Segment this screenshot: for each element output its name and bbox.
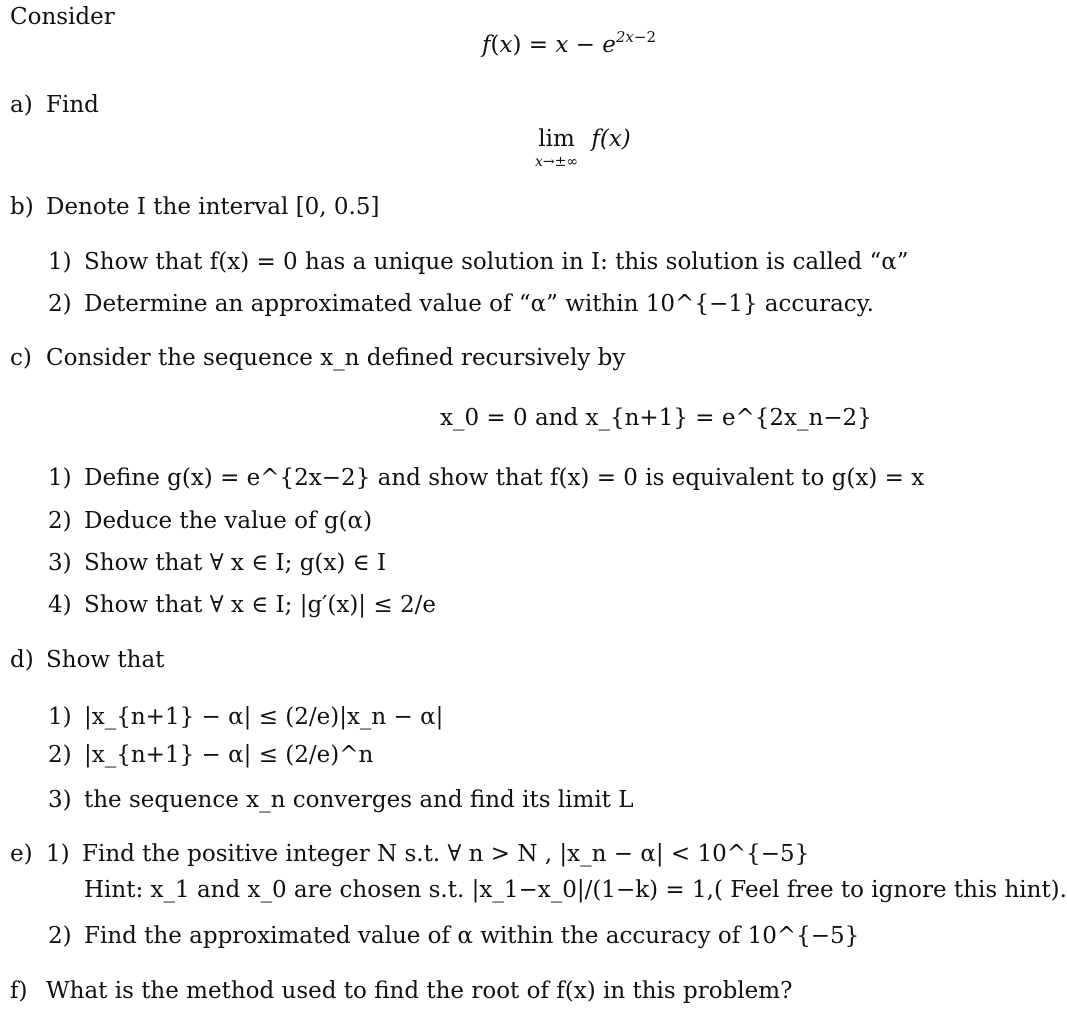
- part-b-item-1-text: Show that f(x) = 0 has a unique solution in I: this solution is called “α”: [84, 249, 909, 275]
- part-c-item-4-num: 4): [48, 592, 72, 618]
- part-d-item-1: [48, 706, 443, 729]
- function-definition: $f(x) = x - e^{2x-2}$: [482, 28, 657, 58]
- part-c-item-2: [48, 510, 372, 533]
- part-d-item-1-num: 1): [48, 704, 72, 730]
- limit-subscript: x→±∞: [535, 154, 579, 170]
- part-e: [10, 843, 809, 866]
- part-f-label: f): [10, 978, 28, 1004]
- part-b-text: Denote I the interval [0, 0.5]: [46, 194, 380, 220]
- part-c: [10, 347, 625, 370]
- part-d-item-1-text: |x_{n+1} − α| ≤ (2/e)|x_n − α|: [84, 704, 444, 730]
- part-e-label: e): [10, 841, 33, 867]
- part-e-item-2: [48, 925, 859, 948]
- part-b-item-1: [48, 251, 909, 274]
- limit-expression: [535, 128, 631, 169]
- part-e-item-2-num: 2): [48, 923, 72, 949]
- part-d-item-3-num: 3): [48, 787, 72, 813]
- part-b-item-1-num: 1): [48, 249, 72, 275]
- part-f-text: What is the method used to find the root of f(x) in this problem?: [46, 978, 793, 1004]
- part-c-item-3-num: 3): [48, 550, 72, 576]
- intro-text: Consider: [10, 4, 115, 30]
- part-d-text: Show that: [46, 647, 165, 673]
- part-c-item-2-num: 2): [48, 508, 72, 534]
- part-c-item-2-text: Deduce the value of g(α): [84, 508, 373, 534]
- part-a-label: a): [10, 92, 33, 118]
- recurrence-formula: x_0 = 0 and x_{n+1} = e^{2x_n−2}: [440, 405, 872, 431]
- part-a-text: Find: [46, 92, 99, 118]
- part-e-item-1-num: 1): [46, 841, 70, 867]
- part-c-item-4: [48, 594, 436, 617]
- part-e-hint: [84, 879, 1067, 902]
- part-f: [10, 980, 792, 1003]
- part-c-item-3-text: Show that ∀ x ∈ I; g(x) ∈ I: [84, 550, 387, 576]
- part-c-label: c): [10, 345, 32, 371]
- part-d-item-3: [48, 789, 634, 812]
- part-c-item-1-num: 1): [48, 465, 72, 491]
- limit-operator: lim: [538, 126, 575, 152]
- part-e-item-1-text: Find the positive integer N s.t. ∀ n > N , |x_n − α| < 10^{−5}: [82, 841, 810, 867]
- part-b-item-2-num: 2): [48, 291, 72, 317]
- part-c-item-1: [48, 467, 924, 490]
- part-b-item-2: [48, 293, 874, 316]
- part-c-item-1-text: Define g(x) = e^{2x−2} and show that f(x) = 0 is equivalent to g(x) = x: [84, 465, 925, 491]
- part-b: [10, 196, 379, 219]
- part-d-item-3-text: the sequence x_n converges and find its limit L: [84, 787, 634, 813]
- limit-argument: f(x): [591, 126, 631, 152]
- part-d-item-2: [48, 744, 373, 767]
- part-d-item-2-text: |x_{n+1} − α| ≤ (2/e)^n: [84, 742, 374, 768]
- part-d: [10, 649, 164, 672]
- part-c-text: Consider the sequence x_n defined recursively by: [46, 345, 626, 371]
- part-b-item-2-text: Determine an approximated value of “α” within 10^{−1} accuracy.: [84, 291, 874, 317]
- part-d-label: d): [10, 647, 34, 673]
- part-e-item-2-text: Find the approximated value of α within the accuracy of 10^{−5}: [84, 923, 860, 949]
- part-d-item-2-num: 2): [48, 742, 72, 768]
- part-b-label: b): [10, 194, 34, 220]
- part-c-item-4-text: Show that ∀ x ∈ I; |g′(x)| ≤ 2/e: [84, 592, 436, 618]
- part-c-item-3: [48, 552, 386, 575]
- part-a: [10, 94, 99, 117]
- part-e-hint-text: Hint: x_1 and x_0 are chosen s.t. |x_1−x_0|/(1−k) = 1,( Feel free to ignore this hint).: [84, 877, 1067, 903]
